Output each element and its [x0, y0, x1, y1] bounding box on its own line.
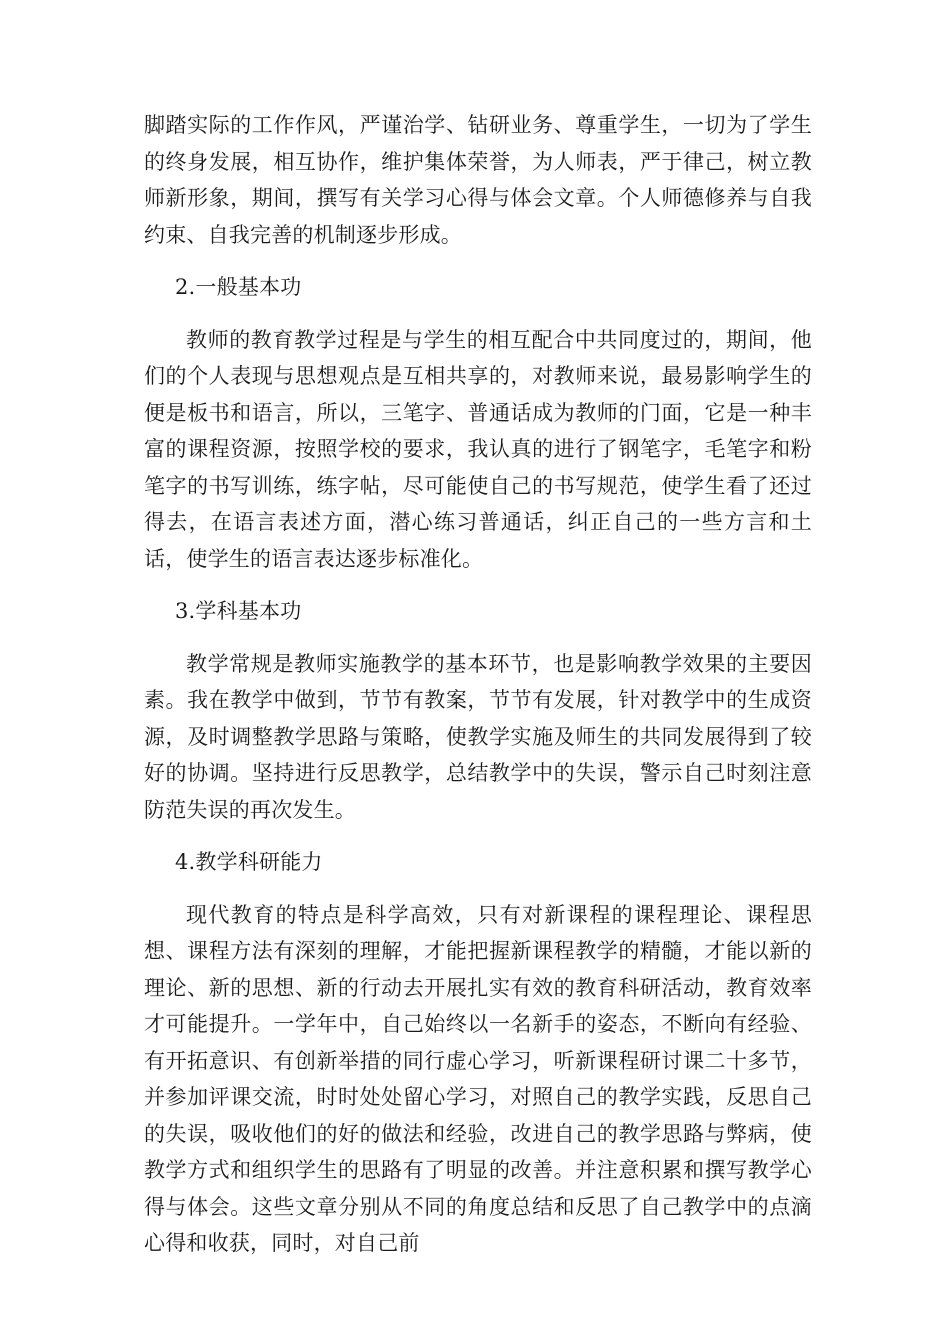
document-page [144, 107, 812, 1262]
section-heading-general-skills: 2.一般基本功 [175, 275, 302, 299]
paragraph-subject-skills: 教学常规是教师实施教学的基本环节，也是影响教学效果的主要因素。我在教学中做到，节节有教案，节节有发展，针对教学中的生成资源，及时调整教学思路与策略，使教学实施及师生的共同发展得到了较好的协调。坚持进行反思教学，总结教学中的失误，警示自己时刻注意防范失误的再次发生。 [144, 651, 812, 822]
section-heading-research-ability: 4.教学科研能力 [175, 850, 323, 874]
paragraph-research-ability: 现代教育的特点是科学高效，只有对新课程的课程理论、课程思想、课程方法有深刻的理解，才能把握新课程教学的精髓，才能以新的理论、新的思想、新的行动去开展扎实有效的教育科研活动，教育效率才可能提升。一学年中，自己始终以一名新手的姿态，不断向有经验、有开拓意识、有创新举措的同行虚心学习，听新课程研讨课二十多节，并参加评课交流，时时处处留心学习，对照自己的教学实践，反思自己的失误，吸收他们的好的做法和经验，改进自己的教学思路与弊病，使教学方式和组织学生的思路有了明显的改善。并注意积累和撰写教学心得与体会。这些文章分别从不同的角度总结和反思了自己教学中的点滴心得和收获，同时，对自己前 [144, 902, 812, 1255]
paragraph-general-skills: 教师的教育教学过程是与学生的相互配合中共同度过的，期间，他们的个人表现与思想观点是互相共享的，对教师来说，最易影响学生的便是板书和语言，所以，三笔字、普通话成为教师的门面，它是一种丰富的课程资源，按照学校的要求，我认真的进行了钢笔字，毛笔字和粉笔字的书写训练，练字帖，尽可能使自己的书写规范，使学生看了还过得去，在语言表述方面，潜心练习普通话，纠正自己的一些方言和土话，使学生的语言表达逐步标准化。 [144, 327, 812, 571]
paragraph-continued: 脚踏实际的工作作风，严谨治学、钻研业务、尊重学生，一切为了学生的终身发展，相互协作，维护集体荣誉，为人师表，严于律己，树立教师新形象，期间，撰写有关学习心得与体会文章。个人师德修养与自我约束、自我完善的机制逐步形成。 [144, 113, 812, 247]
section-heading-subject-skills: 3.学科基本功 [175, 599, 302, 623]
